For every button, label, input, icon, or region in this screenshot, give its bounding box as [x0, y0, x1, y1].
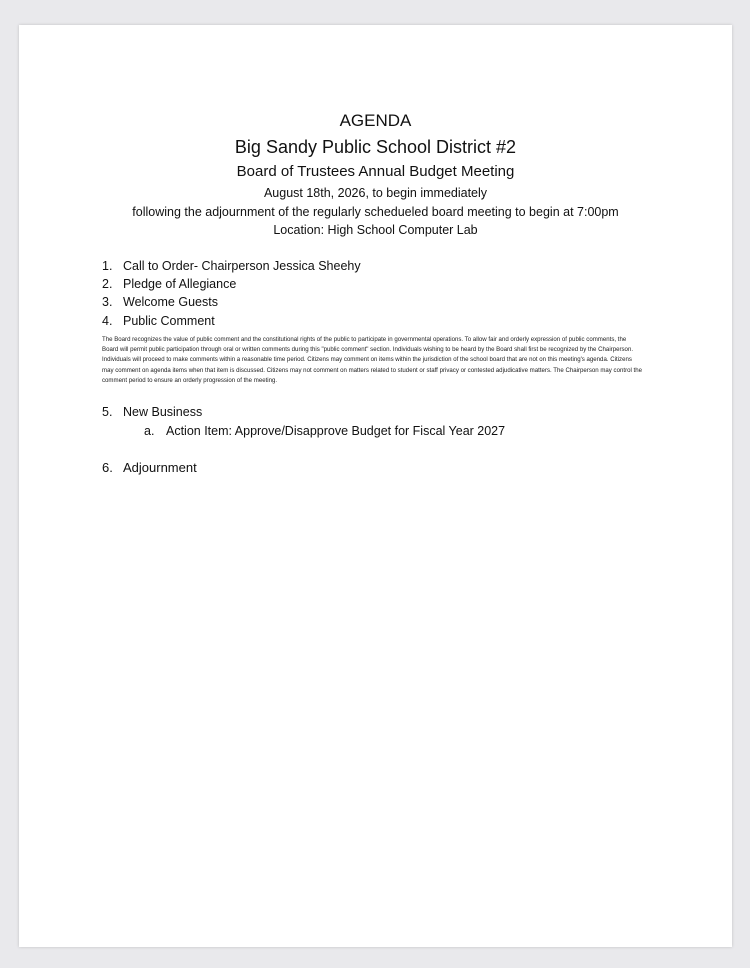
item-number: 3.: [102, 295, 113, 309]
item-number: 6.: [102, 460, 113, 475]
item-number: 4.: [102, 314, 113, 328]
item-label: Public Comment: [123, 314, 215, 328]
item-label: Pledge of Allegiance: [123, 277, 237, 291]
item-number: 2.: [102, 277, 113, 291]
meeting-start-note: following the adjournment of the regularly schedueled board meeting to begin at 7:00pm: [132, 205, 619, 219]
public-comment-policy-text: The Board recognizes the value of public comment and the constitutional rights of the public to participate in governmental operations. To allow fair and orderly expression of public comments, the Board will permit public participation through oral or written comments during this "public comment" section. Individuals wishing to be heard by the Board shall first be recognized by the Chairperson. Individuals will proceed to make comments within a reasonable time period. Citizens may comment on items within the jurisdiction of the school board that are not on this meeting's agenda. Citizens may comment on agenda items when that item is discussed. Citizens may not comment on matters related to student or staff privacy or contested adjudicative matters. The Chairperson may control the comment period to ensure an orderly progression of the meeting.: [102, 336, 643, 384]
agenda-item-new-business: [102, 405, 202, 419]
agenda-item-public-comment: [102, 314, 215, 328]
item-label: New Business: [123, 405, 203, 419]
item-label: Call to Order- Chairperson Jessica Sheehy: [123, 259, 361, 273]
agenda-item-adjournment: [102, 460, 197, 475]
item-label: Welcome Guests: [123, 295, 218, 309]
item-label: Adjournment: [123, 460, 197, 475]
item-number: 1.: [102, 259, 113, 273]
agenda-item-pledge: [102, 277, 236, 291]
agenda-item-welcome-guests: [102, 295, 218, 309]
meeting-name: Board of Trustees Annual Budget Meeting: [236, 163, 515, 180]
meeting-location: Location: High School Computer Lab: [273, 223, 478, 237]
agenda-subitem-budget-action: [144, 424, 505, 438]
meeting-date: August 18th, 2026, to begin immediately: [263, 186, 488, 200]
district-name: Big Sandy Public School District #2: [234, 137, 517, 157]
agenda-item-call-to-order: [102, 259, 361, 273]
item-number: 5.: [102, 405, 113, 419]
subitem-label: Action Item: Approve/Disapprove Budget for Fiscal Year 2027: [166, 424, 506, 438]
subitem-letter: a.: [144, 424, 155, 438]
agenda-title: AGENDA: [339, 111, 412, 130]
document-page: [19, 25, 732, 947]
